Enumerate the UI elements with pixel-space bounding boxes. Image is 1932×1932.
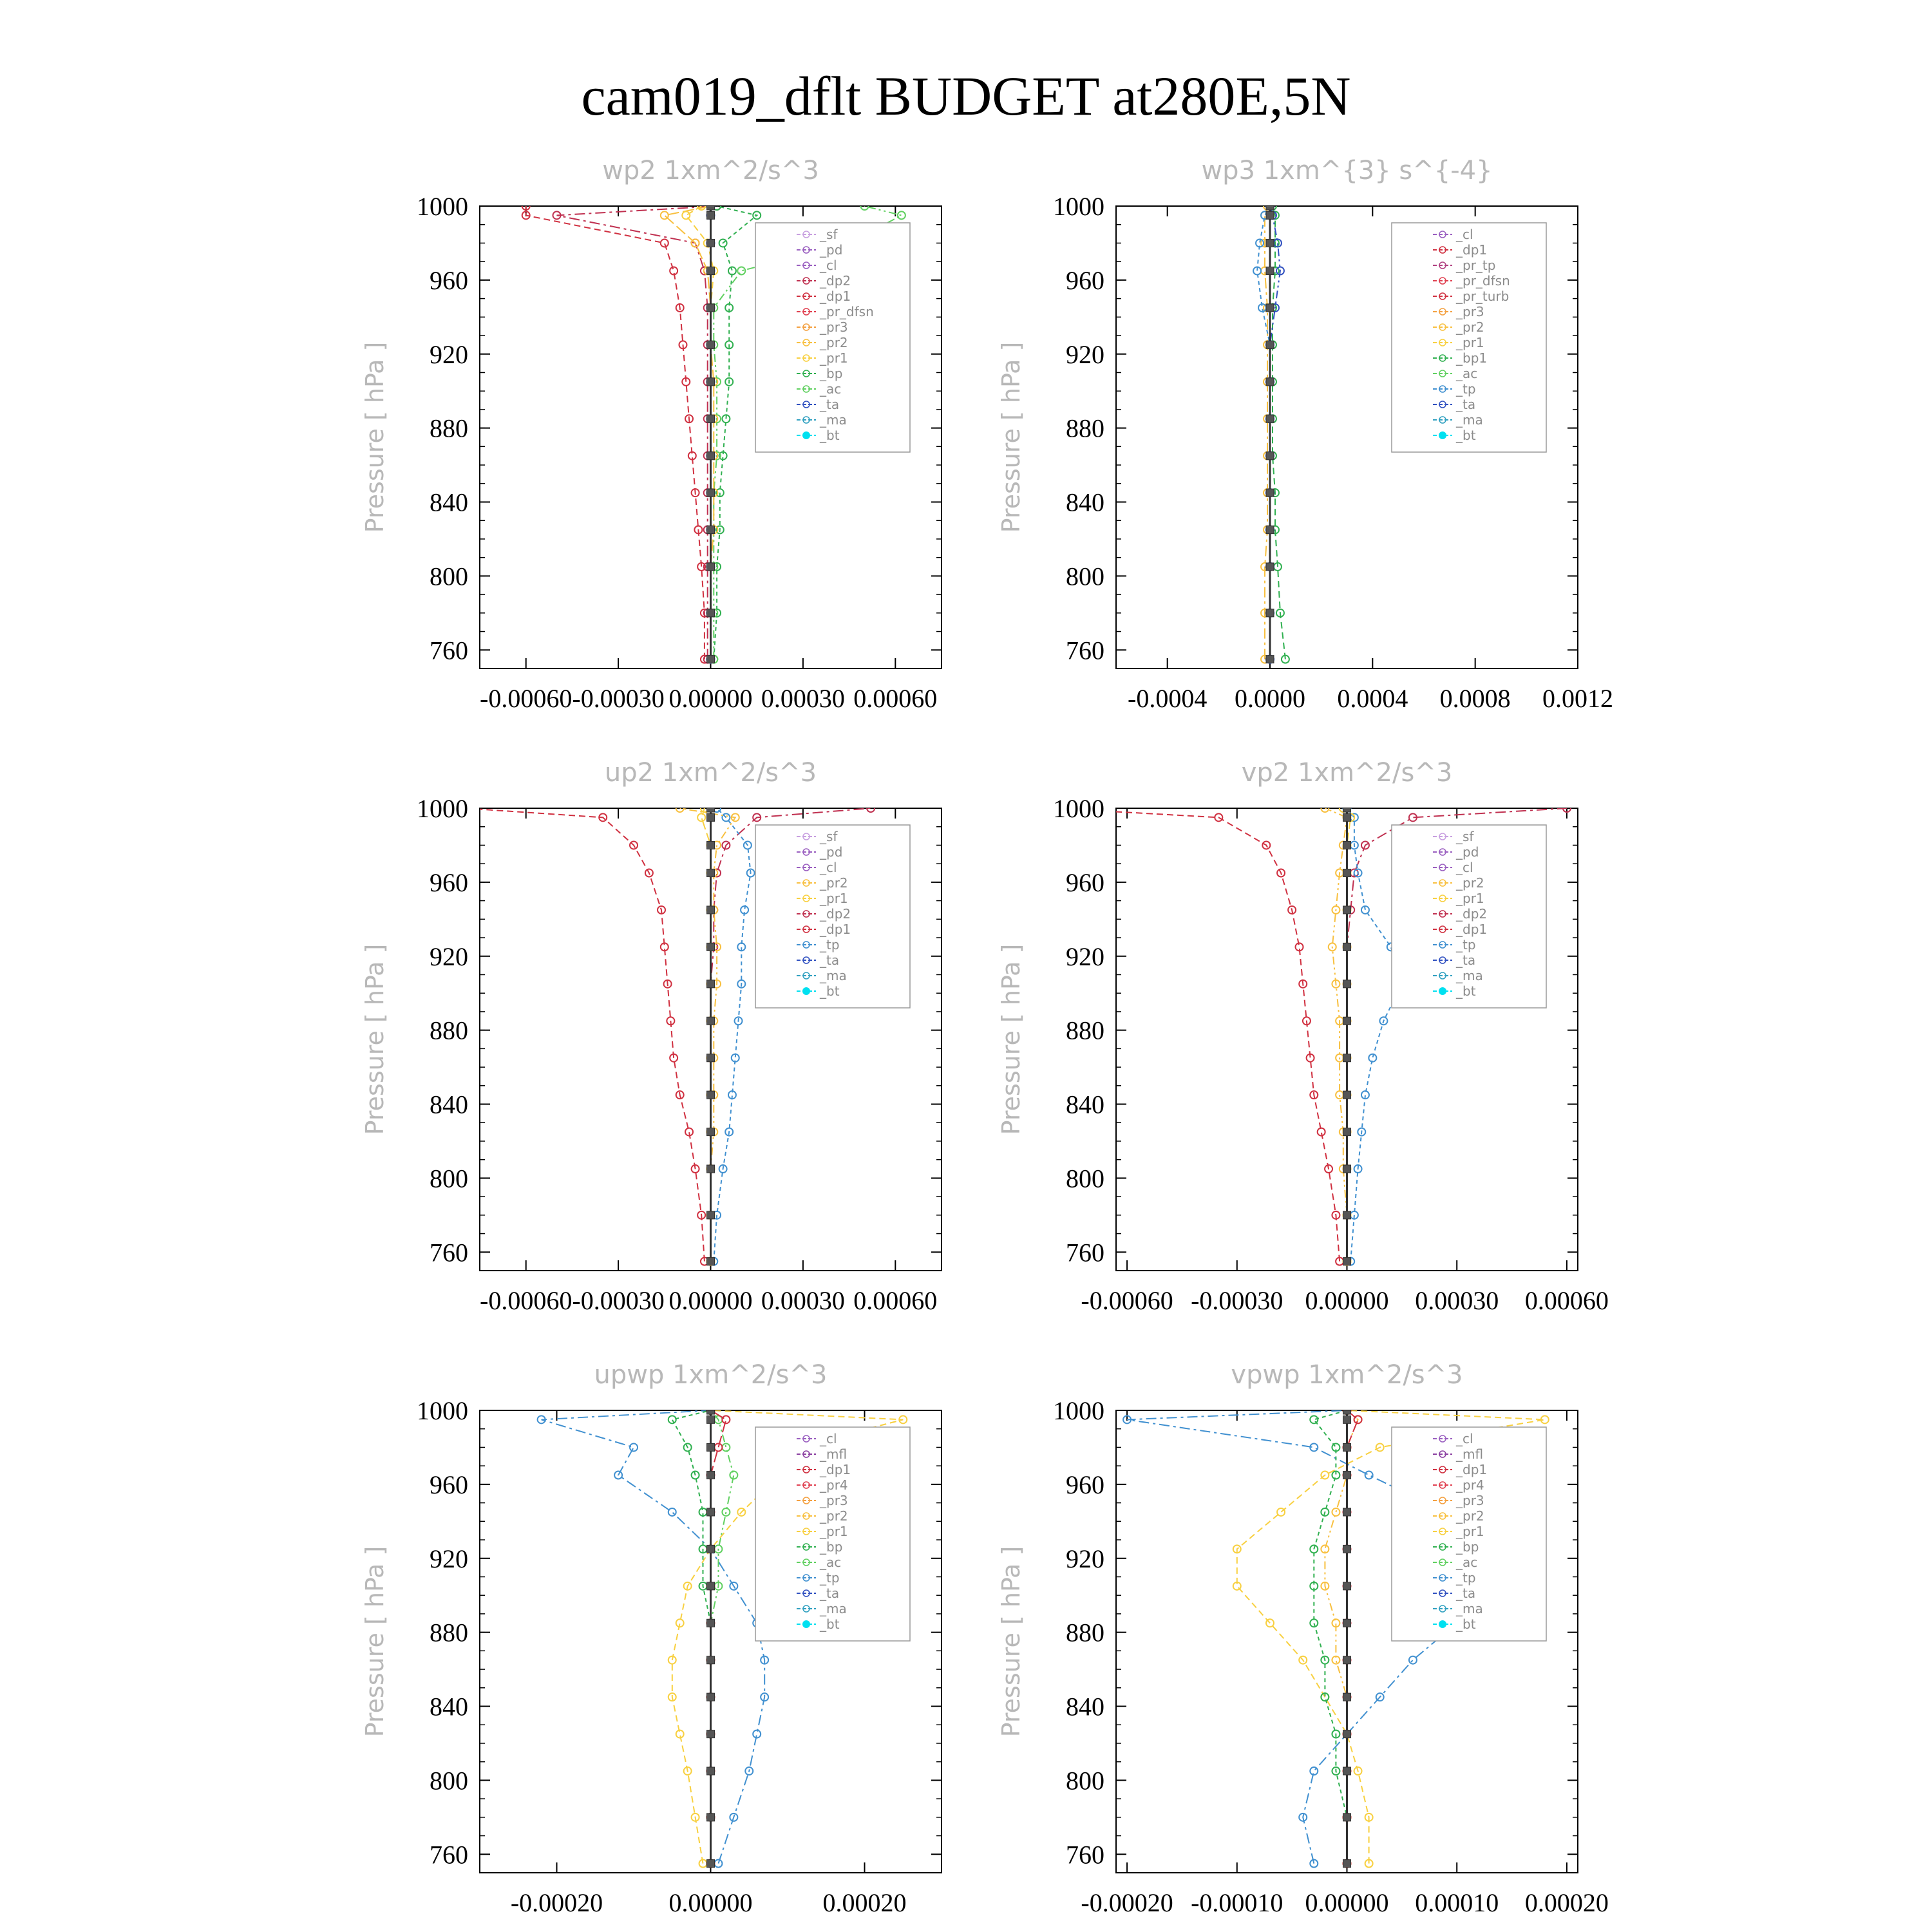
legend-label: _ta [820, 397, 840, 412]
legend-label: _dp2 [820, 273, 851, 289]
x-tick-label: -0.00030 [572, 1286, 665, 1315]
data-point-bt [707, 1416, 715, 1423]
x-tick-label: 0.0008 [1439, 684, 1511, 713]
y-tick-label: 840 [1066, 1090, 1104, 1119]
y-tick-label: 1000 [1053, 1396, 1104, 1425]
figure-title: cam019_dflt BUDGET at280E,5N [581, 65, 1351, 127]
legend-label: _pr1 [820, 1524, 848, 1539]
legend-label: _bt [820, 983, 840, 999]
y-tick-label: 840 [430, 1090, 468, 1119]
y-tick-label: 760 [430, 636, 468, 665]
x-tick-label: -0.00010 [1191, 1888, 1283, 1917]
y-tick-label: 920 [1066, 1544, 1104, 1573]
data-point-bt [707, 1054, 715, 1062]
y-tick-label: 800 [1066, 1164, 1104, 1193]
y-tick-label: 880 [1066, 1016, 1104, 1045]
data-point-bt [707, 980, 715, 988]
legend-label: _ma [1456, 968, 1483, 983]
legend-label: _pr1 [1456, 891, 1484, 906]
x-tick-label: 0.00060 [853, 684, 938, 713]
data-point-bt [1343, 1656, 1351, 1664]
y-tick-label: 880 [1066, 1618, 1104, 1647]
data-point-bt [1343, 869, 1351, 877]
data-point-ac [722, 1508, 730, 1516]
x-tick-label: 0.00000 [668, 1286, 753, 1315]
data-point-bt [1343, 1767, 1351, 1775]
legend-label: _cl [1456, 227, 1473, 242]
legend-label: _dp1 [820, 1462, 851, 1477]
legend-label: _ta [820, 1586, 840, 1601]
x-tick-label: 0.00030 [1415, 1286, 1499, 1315]
y-tick-label: 880 [430, 1618, 468, 1647]
data-point-bt [707, 1693, 715, 1701]
data-point-bt [1266, 609, 1274, 617]
y-axis-label: Pressure [ hPa ] [361, 943, 389, 1135]
data-point-bt [707, 869, 715, 877]
legend-label: _cl [820, 1431, 837, 1446]
x-tick-label: -0.00030 [1191, 1286, 1283, 1315]
data-point-bt [1343, 841, 1351, 849]
y-tick-label: 960 [1066, 1470, 1104, 1499]
data-point-bp [1310, 1619, 1318, 1627]
legend-label: _pr_dfsn [820, 304, 874, 319]
legend-label: _dp1 [1456, 1462, 1488, 1477]
data-point-bt [1343, 1091, 1351, 1099]
y-tick-label: 960 [430, 867, 468, 897]
legend-label: _tp [820, 937, 840, 952]
data-point-bt [707, 943, 715, 951]
data-point-bt [1343, 1416, 1351, 1423]
y-tick-label: 960 [1066, 265, 1104, 295]
x-tick-label: 0.00020 [822, 1888, 907, 1917]
data-point-bt [707, 341, 715, 348]
data-point-dp1 [714, 1443, 722, 1451]
y-tick-label: 760 [1066, 1840, 1104, 1870]
data-point-bt [707, 1406, 715, 1414]
data-point-bt [1343, 1211, 1351, 1219]
data-point-bt [707, 609, 715, 617]
legend-marker [802, 431, 810, 439]
legend-label: _pr3 [820, 1493, 848, 1508]
legend-label: _sf [820, 829, 838, 844]
data-point-bt [1343, 1814, 1351, 1821]
data-point-bt [707, 1508, 715, 1516]
data-point-bt [1266, 211, 1274, 219]
legend-label: _pr1 [1456, 1524, 1484, 1539]
legend-label: _dp1 [1456, 242, 1488, 258]
legend-label: _cl [820, 860, 837, 875]
y-tick-label: 1000 [417, 794, 468, 823]
x-tick-label: -0.00030 [572, 684, 665, 713]
x-tick-label: 0.0004 [1337, 684, 1408, 713]
legend-label: _ac [1456, 1555, 1478, 1570]
y-tick-label: 920 [1066, 942, 1104, 971]
legend-label: _pr2 [1456, 875, 1484, 891]
data-point-bt [1266, 239, 1274, 247]
chart-panel-6 [997, 1360, 1609, 1917]
data-point-bt [1266, 563, 1274, 571]
data-point-bt [707, 1091, 715, 1099]
data-point-bt [707, 202, 715, 210]
data-point-bt [1343, 1545, 1351, 1553]
legend-label: _bt [1456, 983, 1476, 999]
legend-label: _pr4 [820, 1477, 848, 1493]
legend-label: _bp [820, 1539, 843, 1555]
y-tick-label: 1000 [1053, 192, 1104, 221]
data-point-bp [1310, 1416, 1318, 1423]
data-point-bt [707, 813, 715, 821]
data-point-tp [668, 1508, 676, 1516]
series-line-dp1 [526, 206, 705, 659]
y-tick-label: 920 [1066, 339, 1104, 369]
data-point-bt [707, 1545, 715, 1553]
data-point-bt [1343, 1128, 1351, 1136]
x-tick-label: -0.00060 [480, 1286, 573, 1315]
data-point-bt [707, 1767, 715, 1775]
data-point-bt [1343, 1165, 1351, 1173]
data-point-bt [1266, 489, 1274, 497]
y-tick-label: 840 [430, 488, 468, 517]
legend-label: _bt [820, 1616, 840, 1632]
legend-label: _dp1 [1456, 922, 1488, 937]
chart-panel-3 [361, 758, 942, 1315]
y-tick-label: 800 [1066, 562, 1104, 591]
data-point-bt [1343, 804, 1351, 812]
data-point-bt [1266, 452, 1274, 460]
x-tick-label: 0.00000 [668, 1888, 753, 1917]
data-point-bt [1266, 202, 1274, 210]
x-tick-label: 0.00010 [1415, 1888, 1499, 1917]
panel-title: upwp 1xm^2/s^3 [594, 1360, 828, 1390]
legend-label: _bp1 [1456, 350, 1488, 366]
x-tick-label: 0.0000 [1235, 684, 1305, 713]
data-point-bt [707, 1258, 715, 1265]
data-point-bt [707, 526, 715, 534]
data-point-bt [707, 1582, 715, 1590]
legend-marker [802, 1620, 810, 1628]
data-point-bt [1266, 656, 1274, 663]
data-point-dp1 [722, 1416, 730, 1423]
legend-label: _pr2 [820, 335, 848, 350]
panel-title: wp3 1xm^{3} s^{-4} [1201, 156, 1493, 185]
legend-label: _pr3 [1456, 1493, 1484, 1508]
x-tick-label: -0.00020 [1081, 1888, 1173, 1917]
legend-label: _pr4 [1456, 1477, 1484, 1493]
data-point-bt [1343, 980, 1351, 988]
legend-marker [1439, 987, 1446, 995]
legend-label: _pd [820, 844, 843, 860]
data-point-pr1 [697, 813, 705, 821]
legend-label: _ta [1456, 1586, 1476, 1601]
x-tick-label: -0.00060 [480, 684, 573, 713]
data-point-pr1 [1277, 1508, 1285, 1516]
data-point-bt [707, 1211, 715, 1219]
data-point-bt [707, 452, 715, 460]
legend-label: _cl [1456, 1431, 1473, 1446]
data-point-pr1 [682, 211, 690, 219]
legend-label: _bp [1456, 1539, 1479, 1555]
data-point-bt [707, 1814, 715, 1821]
legend-marker [1439, 1620, 1446, 1628]
legend-label: _ma [1456, 412, 1483, 428]
y-tick-label: 840 [430, 1692, 468, 1721]
series-line-bp [672, 1410, 711, 1864]
data-point-bt [1266, 378, 1274, 386]
data-point-bp [668, 1416, 676, 1423]
legend-label: _bt [1456, 1616, 1476, 1632]
y-tick-label: 800 [430, 1766, 468, 1795]
legend-label: _pr2 [820, 1508, 848, 1524]
data-point-bt [1266, 341, 1274, 348]
y-tick-label: 760 [1066, 1238, 1104, 1267]
legend-label: _ma [820, 1601, 847, 1616]
data-point-bt [707, 841, 715, 849]
y-axis-label: Pressure [ hPa ] [997, 943, 1025, 1135]
data-point-bt [1343, 906, 1351, 914]
y-tick-label: 960 [1066, 867, 1104, 897]
series-line-dp2 [557, 206, 717, 659]
y-tick-label: 800 [430, 562, 468, 591]
chart-panel-4 [997, 758, 1609, 1315]
y-tick-label: 920 [430, 1544, 468, 1573]
data-point-tp [714, 1860, 722, 1868]
legend-label: _pr3 [820, 319, 848, 335]
data-point-bt [707, 1619, 715, 1627]
data-point-bp [728, 267, 736, 275]
data-point-bt [707, 1165, 715, 1173]
data-point-pr2 [661, 211, 668, 219]
plot-area [1253, 202, 1289, 663]
data-point-bt [1343, 813, 1351, 821]
data-point-bt [1343, 1508, 1351, 1516]
data-point-bt [1266, 267, 1274, 275]
data-point-bt [707, 1656, 715, 1664]
legend-label: _pr_dfsn [1456, 273, 1510, 289]
y-tick-label: 1000 [1053, 794, 1104, 823]
panel-title: vpwp 1xm^2/s^3 [1231, 1360, 1463, 1390]
legend-label: _ma [820, 412, 847, 428]
data-point-bt [1343, 1860, 1351, 1868]
data-point-dp1 [661, 239, 668, 247]
legend-label: _ac [820, 1555, 842, 1570]
data-point-bt [707, 563, 715, 571]
legend-label: _dp2 [820, 906, 851, 922]
data-point-ac [898, 211, 905, 219]
series-line-dp1 [464, 808, 705, 1262]
data-point-bt [707, 378, 715, 386]
data-point-bt [707, 415, 715, 422]
data-point-bt [707, 1128, 715, 1136]
y-tick-label: 760 [430, 1238, 468, 1267]
y-tick-label: 880 [430, 413, 468, 443]
data-point-bt [707, 267, 715, 275]
data-point-bt [707, 656, 715, 663]
data-point-bt [707, 1860, 715, 1868]
data-point-ac [737, 267, 745, 275]
y-tick-label: 760 [430, 1840, 468, 1870]
data-point-bt [707, 304, 715, 312]
x-tick-label: 0.00030 [761, 1286, 845, 1315]
y-axis-label: Pressure [ hPa ] [361, 341, 389, 533]
data-point-bt [1343, 1582, 1351, 1590]
data-point-bt [1266, 415, 1274, 422]
legend-label: _cl [820, 258, 837, 273]
data-point-bt [707, 906, 715, 914]
legend-label: _tp [820, 1570, 840, 1586]
data-point-bt [707, 804, 715, 812]
legend-marker [802, 987, 810, 995]
legend-label: _dp1 [820, 922, 851, 937]
legend-label: _ma [1456, 1601, 1483, 1616]
y-axis-label: Pressure [ hPa ] [997, 341, 1025, 533]
x-tick-label: -0.0004 [1128, 684, 1208, 713]
legend-label: _ta [820, 952, 840, 968]
data-point-bt [707, 239, 715, 247]
x-tick-label: -0.00020 [510, 1888, 603, 1917]
legend-label: _pr_tp [1456, 258, 1496, 273]
data-point-tp [630, 1443, 638, 1451]
legend-label: _pr2 [1456, 1508, 1484, 1524]
y-tick-label: 800 [1066, 1766, 1104, 1795]
legend-label: _ac [1456, 366, 1478, 381]
legend-label: _bt [820, 428, 840, 443]
legend-label: _tp [1456, 1570, 1476, 1586]
legend-label: _pr1 [820, 350, 848, 366]
legend-label: _bp [820, 366, 843, 381]
legend-label: _ta [1456, 952, 1476, 968]
x-tick-label: 0.00060 [1524, 1286, 1609, 1315]
legend-label: _mfl [1456, 1446, 1484, 1462]
series-line-pr2 [1325, 1410, 1358, 1864]
chart-panel-2 [997, 156, 1613, 713]
x-tick-label: -0.00060 [1081, 1286, 1173, 1315]
y-tick-label: 960 [430, 1470, 468, 1499]
legend-label: _cl [1456, 860, 1473, 875]
y-axis-label: Pressure [ hPa ] [361, 1546, 389, 1738]
legend-label: _ma [820, 968, 847, 983]
data-point-bt [1343, 1443, 1351, 1451]
panels [361, 156, 1613, 1917]
x-tick-label: 0.00000 [668, 684, 753, 713]
legend-label: _mfl [820, 1446, 848, 1462]
data-point-tp [1365, 1472, 1373, 1479]
data-point-bt [1343, 1406, 1351, 1414]
y-tick-label: 880 [430, 1016, 468, 1045]
y-tick-label: 920 [430, 339, 468, 369]
legend-label: _pr2 [820, 875, 848, 891]
y-tick-label: 840 [1066, 488, 1104, 517]
x-tick-label: 0.00060 [853, 1286, 938, 1315]
data-point-bt [1343, 1693, 1351, 1701]
y-tick-label: 1000 [417, 192, 468, 221]
legend-label: _pr2 [1456, 319, 1484, 335]
series-line-bp [1314, 1410, 1347, 1864]
legend-label: _pd [1456, 844, 1479, 860]
legend-label: _tp [1456, 381, 1476, 397]
data-point-bt [707, 1472, 715, 1479]
data-point-bt [707, 489, 715, 497]
data-point-bt [1343, 1258, 1351, 1265]
y-tick-label: 800 [430, 1164, 468, 1193]
legend-label: _sf [820, 227, 838, 242]
data-point-bt [1266, 304, 1274, 312]
y-tick-label: 1000 [417, 1396, 468, 1425]
data-point-ac [722, 1443, 730, 1451]
y-tick-label: 840 [1066, 1692, 1104, 1721]
legend-label: _ac [820, 381, 842, 397]
x-tick-label: 0.00000 [1305, 1888, 1389, 1917]
legend-label: _bt [1456, 428, 1476, 443]
panel-title: up2 1xm^2/s^3 [604, 758, 817, 788]
y-tick-label: 880 [1066, 413, 1104, 443]
data-point-bt [1343, 943, 1351, 951]
legend-label: _pr1 [820, 891, 848, 906]
legend-label: _pr1 [1456, 335, 1484, 350]
data-point-bt [707, 1017, 715, 1025]
x-tick-label: 0.00000 [1305, 1286, 1389, 1315]
data-point-bt [707, 1730, 715, 1738]
data-point-bt [1343, 1054, 1351, 1062]
x-tick-label: 0.00030 [761, 684, 845, 713]
data-point-bt [1343, 1472, 1351, 1479]
data-point-bt [707, 211, 715, 219]
legend-label: _sf [1456, 829, 1474, 844]
panel-title: vp2 1xm^2/s^3 [1241, 758, 1453, 788]
y-tick-label: 920 [430, 942, 468, 971]
data-point-bt [1266, 526, 1274, 534]
data-point-tp [1409, 1656, 1417, 1664]
legend-marker [1439, 431, 1446, 439]
x-tick-label: 0.00020 [1524, 1888, 1609, 1917]
data-point-bt [1343, 1017, 1351, 1025]
y-tick-label: 960 [430, 265, 468, 295]
legend-label: _tp [1456, 937, 1476, 952]
legend-label: _dp2 [1456, 906, 1488, 922]
legend-label: _pr3 [1456, 304, 1484, 319]
x-tick-label: 0.0012 [1542, 684, 1613, 713]
chart-panel-5 [361, 1360, 942, 1917]
legend-label: _dp1 [820, 289, 851, 304]
data-point-bt [1343, 1619, 1351, 1627]
panel-title: wp2 1xm^2/s^3 [602, 156, 819, 185]
chart-panel-1 [361, 156, 942, 713]
legend-label: _pd [820, 242, 843, 258]
y-axis-label: Pressure [ hPa ] [997, 1546, 1025, 1738]
legend-label: _pr_turb [1456, 289, 1510, 304]
data-point-bt [707, 1443, 715, 1451]
data-point-bt [1343, 1730, 1351, 1738]
legend-label: _ta [1456, 397, 1476, 412]
y-tick-label: 760 [1066, 636, 1104, 665]
